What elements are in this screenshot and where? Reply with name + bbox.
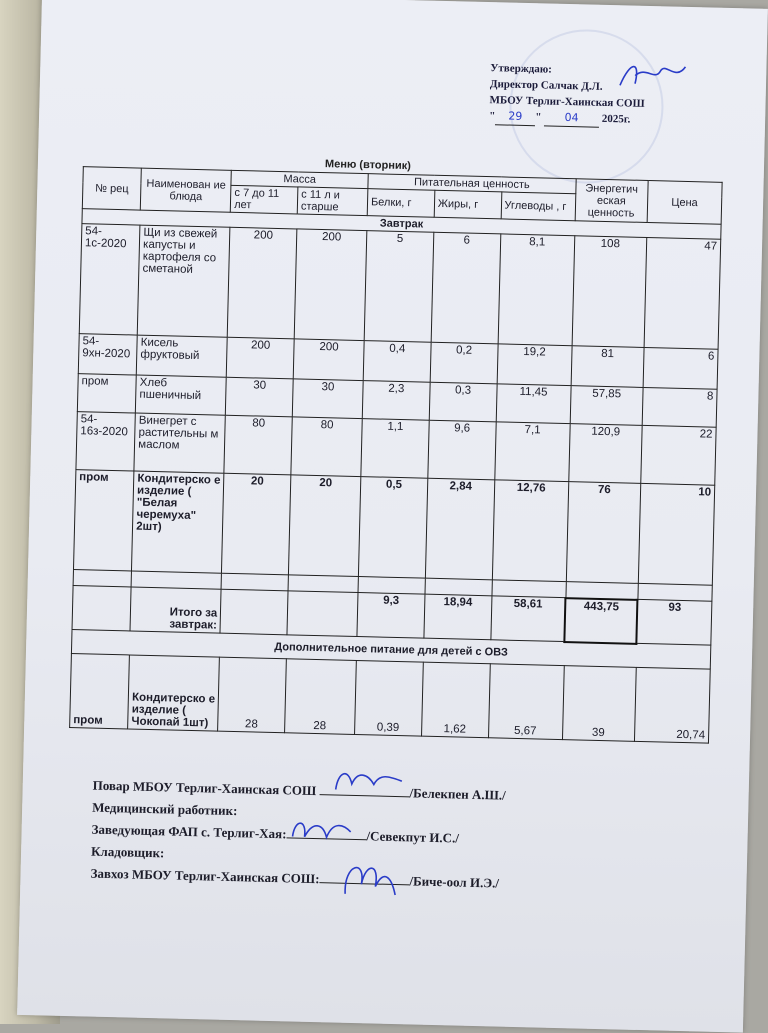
row-mass-11: 200: [293, 339, 364, 381]
approval-date: " 29 " 04 2025г.: [489, 108, 699, 130]
row-num: 54-9хн-2020: [78, 334, 137, 375]
row-energy: 120,9: [568, 424, 641, 484]
approval-heading: Утверждаю:: [490, 62, 553, 76]
row-carbs: 12,76: [492, 480, 569, 582]
director-signature: [615, 55, 696, 97]
header-name: Наименован ие блюда: [140, 168, 231, 212]
total-price: 93: [637, 599, 712, 645]
header-mass-7-11: с 7 до 11 лет: [231, 185, 298, 214]
supply-name: /Биче-оол И.Э./: [409, 873, 500, 891]
row-fat: 9,6: [428, 420, 496, 480]
section-extra: Дополнительное питание для детей с ОВЗ: [71, 630, 710, 669]
total-fat: 18,94: [424, 594, 492, 640]
header-carbs: Углеводы , г: [501, 192, 576, 221]
row-fat: 2,84: [425, 478, 494, 580]
row-energy: 39: [562, 665, 636, 741]
cook-label: Повар МБОУ Терлиг-Хаинская СОШ: [92, 777, 317, 799]
page-title: Меню (вторник): [324, 158, 412, 173]
row-num: пром: [77, 374, 136, 413]
row-mass-7-11: 80: [224, 415, 292, 475]
row-carbs: 8,1: [498, 234, 575, 346]
cook-signature: [327, 763, 408, 799]
row-mass-11: 200: [294, 229, 367, 341]
fap-name: /Севекпут И.С./: [366, 828, 460, 846]
row-fat: 1,62: [421, 662, 490, 738]
approval-date-month: 04: [544, 109, 599, 127]
supply-signature: [335, 854, 406, 906]
row-price: 22: [641, 425, 717, 485]
fap-signature: [286, 812, 357, 848]
row-mass-7-11: 20: [222, 473, 291, 575]
menu-table: [69, 166, 723, 743]
header-mass-11: с 11 л и старше: [297, 187, 368, 216]
cook-name: /Белекпен А.Ш./: [409, 785, 506, 803]
row-mass-7-11: 30: [226, 377, 294, 417]
row-mass-11: 80: [291, 417, 362, 477]
section-breakfast: Завтрак: [82, 209, 721, 240]
total-protein: 9,3: [357, 593, 425, 639]
row-name: Винегрет с растительны м маслом: [134, 413, 225, 473]
header-energy: Энергетич еская ценность: [575, 179, 648, 223]
row-fat: 0,3: [429, 382, 497, 422]
row-energy: 108: [572, 236, 647, 348]
table-row: [79, 224, 720, 350]
row-protein: 1,1: [361, 419, 429, 479]
row-price: 20,74: [634, 667, 710, 743]
row-energy: 76: [566, 482, 640, 584]
approval-date-day: 29: [495, 108, 535, 126]
row-price: 47: [644, 237, 721, 349]
header-protein: Белки, г: [367, 189, 434, 218]
total-label: Итого за завтрак:: [130, 587, 221, 633]
row-num: 54-1с-2020: [79, 224, 140, 335]
row-protein: 0,5: [358, 477, 427, 579]
header-fat: Жиры, г: [434, 190, 501, 219]
row-num: пром: [70, 653, 130, 728]
row-protein: 0,4: [363, 341, 431, 383]
row-mass-11: 20: [288, 475, 360, 577]
approval-director: Директор Салчак Д.Л.: [489, 78, 603, 93]
row-name: Щи из свежей капусты и картофеля со сметаной: [137, 225, 230, 337]
row-carbs: 5,67: [488, 663, 564, 739]
menu-document: [17, 0, 768, 1033]
row-carbs: 11,45: [496, 384, 571, 424]
row-name: Хлеб пшеничный: [136, 375, 227, 415]
approval-date-year: 2025г.: [601, 112, 631, 126]
header-nutrition: Питательная ценность: [368, 174, 576, 194]
row-protein: 0,39: [355, 660, 424, 736]
row-num: 54-16з-2020: [76, 412, 136, 471]
header-num: № рец: [82, 167, 141, 210]
fap-label: Заведующая ФАП с. Терлиг-Хая:: [91, 821, 287, 842]
row-price: 8: [642, 387, 717, 427]
total-energy: 443,75: [565, 598, 638, 644]
header-mass: Масса: [231, 170, 368, 188]
medic-line: Медицинский работник:: [92, 799, 238, 819]
row-energy: 81: [571, 346, 644, 388]
store-line: Кладовщик:: [90, 843, 165, 861]
approval-school: МБОУ Терлиг-Хаинская СОШ: [489, 94, 645, 110]
row-carbs: 19,2: [497, 344, 572, 386]
row-mass-7-11: 200: [227, 227, 296, 339]
row-mass-7-11: 28: [218, 657, 287, 733]
supply-label: Завхоз МБОУ Терлиг-Хаинская СОШ:: [90, 865, 320, 887]
row-protein: 5: [364, 231, 433, 343]
row-name: Кондитерско е изделие ( "Белая черемуха" 2шт): [132, 471, 224, 573]
row-mass-11: 30: [292, 379, 363, 419]
row-carbs: 7,1: [494, 422, 570, 482]
row-mass-7-11: 200: [226, 337, 294, 379]
header-price: Цена: [647, 180, 722, 224]
row-price: 10: [638, 483, 715, 585]
table-row: [73, 470, 714, 586]
row-num: пром: [73, 470, 134, 571]
extra-row: [70, 653, 711, 743]
row-fat: 6: [431, 232, 500, 344]
row-name: Кондитерско е изделие ( Чокопай 1шт): [128, 654, 220, 730]
row-energy: 57,85: [570, 386, 643, 426]
row-fat: 0,2: [430, 342, 498, 384]
row-mass-11: 28: [285, 658, 357, 734]
row-name: Кисель фруктовый: [136, 335, 227, 377]
row-price: 6: [643, 347, 718, 389]
row-protein: 2,3: [362, 381, 430, 421]
total-carbs: 58,61: [490, 596, 565, 642]
